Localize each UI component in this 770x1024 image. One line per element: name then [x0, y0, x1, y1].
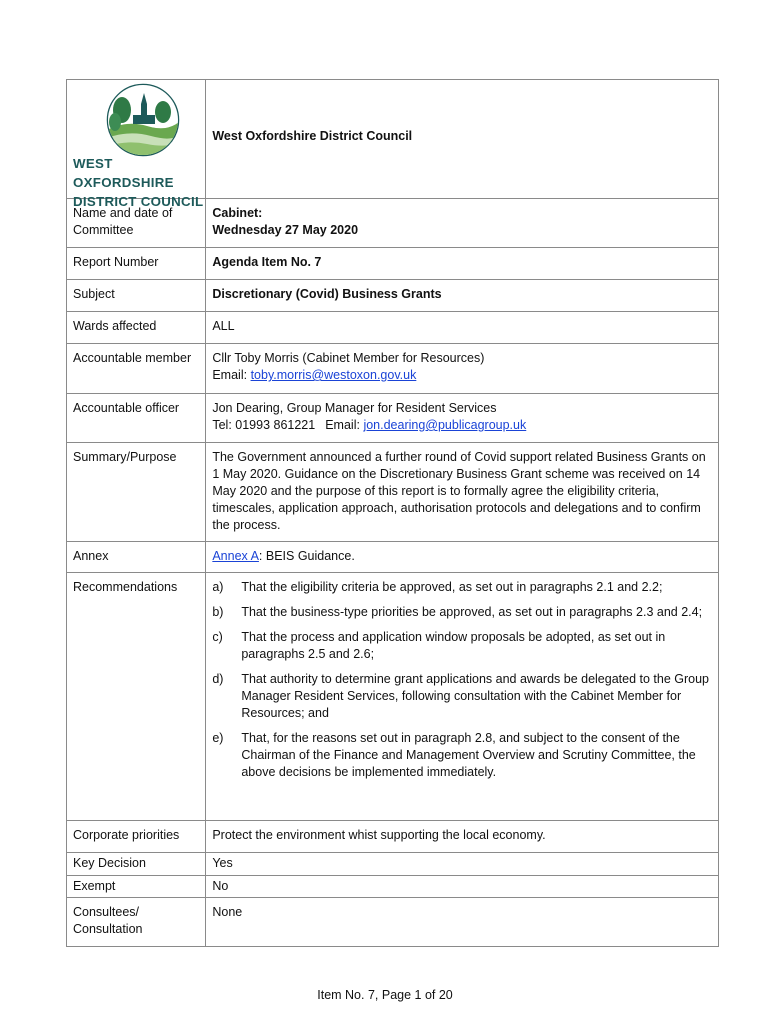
- report-cover-table: [66, 79, 719, 947]
- annex-value: [206, 542, 719, 573]
- logo-cell: [67, 80, 206, 209]
- key-decision-label: Key Decision: [67, 853, 206, 876]
- recommendation-text: That the business-type priorities be approved, as set out in paragraphs 2.3 and 2.4;: [241, 605, 703, 619]
- member-email-line: [212, 367, 712, 384]
- recommendation-text: That the eligibility criteria be approved, as set out in paragraphs 2.1 and 2.2;: [241, 580, 663, 594]
- consultees-value: None: [206, 898, 719, 947]
- oxfordshire-landscape-logo-icon: [67, 80, 215, 158]
- consultees-label: [67, 898, 206, 947]
- annex-description: : BEIS Guidance.: [258, 549, 355, 563]
- annex-a-link[interactable]: Annex A: [212, 549, 259, 563]
- logo-name-line2: DISTRICT COUNCIL: [73, 194, 204, 209]
- officer-label: Accountable officer: [67, 394, 206, 443]
- recommendation-item: [212, 730, 712, 781]
- summary-label: Summary/Purpose: [67, 443, 206, 542]
- subject-value: Discretionary (Covid) Business Grants: [206, 280, 719, 312]
- recommendation-item: [212, 671, 712, 722]
- member-label: Accountable member: [67, 344, 206, 394]
- member-name: Cllr Toby Morris (Cabinet Member for Resources): [212, 351, 485, 365]
- corporate-priorities-label: Corporate priorities: [67, 821, 206, 853]
- officer-email-link[interactable]: jon.dearing@publicagroup.uk: [363, 418, 527, 432]
- member-email-link[interactable]: toby.morris@westoxon.gov.uk: [250, 368, 417, 382]
- page-footer: Item No. 7, Page 1 of 20: [317, 988, 453, 1002]
- exempt-value: No: [206, 876, 719, 898]
- officer-tel: Tel: 01993 861221: [212, 418, 316, 432]
- logo-name-line1: WEST OXFORDSHIRE: [73, 156, 174, 190]
- exempt-label: Exempt: [67, 876, 206, 898]
- recommendation-text: That authority to determine grant applications and awards be delegated to the Group Manager Resident Services, following consultation with the Cabinet Member for Resources; and: [241, 672, 710, 720]
- recommendations-list: [212, 579, 712, 781]
- recommendations-label: Recommendations: [67, 573, 206, 821]
- recommendations-value: [206, 573, 719, 821]
- recommendation-marker: c): [212, 630, 223, 644]
- officer-value: [206, 394, 719, 443]
- annex-label: Annex: [67, 542, 206, 573]
- committee-label-line1: Name and date of: [73, 206, 173, 220]
- recommendation-marker: b): [212, 605, 224, 619]
- subject-label: Subject: [67, 280, 206, 312]
- recommendation-item: [212, 579, 712, 596]
- summary-text: The Government announced a further round of Covid support related Business Grants on 1 May 2020. Guidance on the Discretionary Business Grant scheme was received on 14 May 2020 and the purpose of this report is to formally agree the eligibility criteria, timescales, application approach, authorisation protocols and delegations and to confirm the process.: [206, 443, 719, 542]
- officer-name: Jon Dearing, Group Manager for Resident Services: [212, 401, 497, 415]
- report-number-value: Agenda Item No. 7: [206, 248, 719, 280]
- officer-email-label: Email:: [325, 418, 360, 432]
- recommendation-text: That, for the reasons set out in paragraph 2.8, and subject to the consent of the Chairman of the Finance and Management Overview and Scrutiny Committee, the above decisions be implemented immediately.: [241, 731, 696, 779]
- committee-value: [206, 199, 719, 248]
- wards-label: Wards affected: [67, 312, 206, 344]
- consultees-label-line1: Consultees/: [73, 905, 140, 919]
- member-value: [206, 344, 719, 394]
- wards-value: ALL: [206, 312, 719, 344]
- council-title: West Oxfordshire District Council: [206, 80, 719, 199]
- logo-wordmark: [73, 154, 213, 211]
- committee-label-line2: Committee: [73, 223, 134, 237]
- corporate-priorities-value: Protect the environment whist supporting the local economy.: [206, 821, 719, 853]
- recommendation-item: [212, 604, 712, 621]
- recommendation-item: [212, 629, 712, 663]
- recommendation-text: That the process and application window proposals be adopted, as set out in paragraphs 2.5 and 2.6;: [241, 630, 666, 661]
- report-number-label: Report Number: [67, 248, 206, 280]
- recommendation-marker: d): [212, 672, 224, 686]
- officer-contact-line: [212, 417, 712, 434]
- key-decision-value: Yes: [206, 853, 719, 876]
- committee-name: Cabinet:: [212, 206, 263, 220]
- consultees-label-line2: Consultation: [73, 922, 143, 936]
- recommendation-marker: e): [212, 731, 224, 745]
- recommendation-marker: a): [212, 580, 224, 594]
- member-email-label: Email:: [212, 368, 248, 382]
- committee-date: Wednesday 27 May 2020: [212, 223, 359, 237]
